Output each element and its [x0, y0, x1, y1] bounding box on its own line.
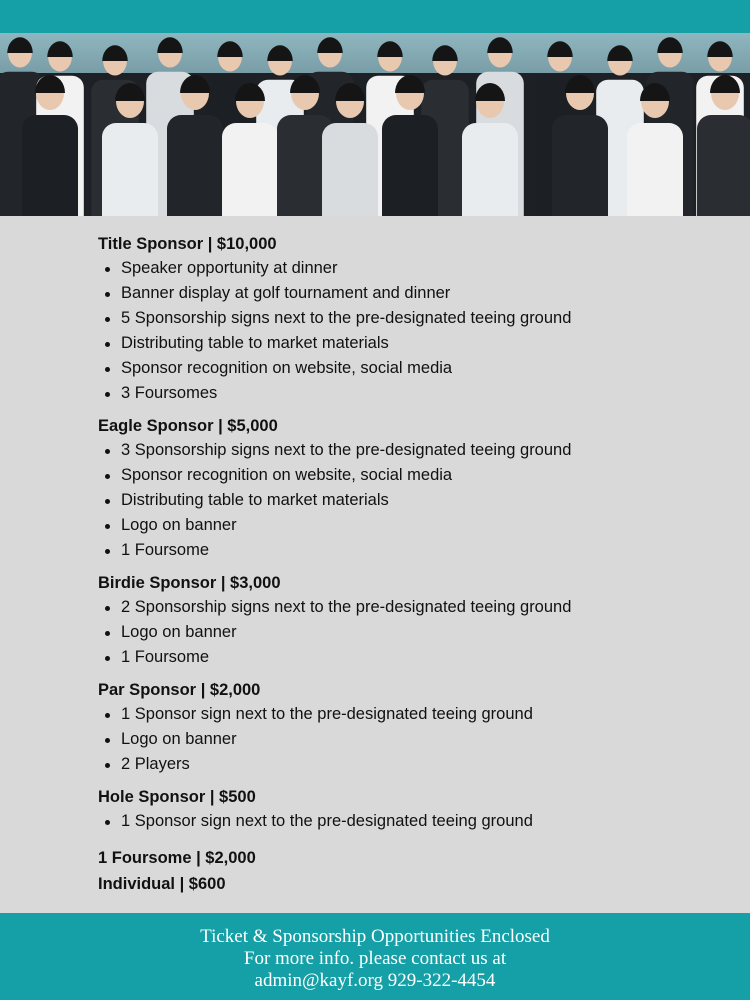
- benefit-item: 1 Sponsor sign next to the pre-designated teeing ground: [98, 702, 718, 727]
- footer-contact-details: admin@kayf.org 929-322-4454: [254, 970, 496, 991]
- benefit-list: [98, 438, 718, 563]
- benefit-item: 5 Sponsorship signs next to the pre-designated teeing ground: [98, 306, 718, 331]
- tier-birdie-sponsor: [98, 572, 718, 670]
- benefit-list: [98, 595, 718, 670]
- person-body: [102, 123, 158, 216]
- tier-title: Birdie Sponsor | $3,000: [98, 574, 281, 592]
- person-hair: [432, 45, 458, 61]
- benefit-item: Logo on banner: [98, 513, 718, 538]
- benefit-item: Distributing table to market materials: [98, 331, 718, 356]
- benefit-list: [98, 702, 718, 777]
- person-hair: [607, 45, 633, 61]
- person-hair: [102, 45, 128, 61]
- group-photo: [0, 33, 750, 216]
- benefit-item: Banner display at golf tournament and dinner: [98, 281, 718, 306]
- benefit-item: 2 Players: [98, 752, 718, 777]
- tier-title: Eagle Sponsor | $5,000: [98, 417, 278, 435]
- person-body: [322, 123, 378, 216]
- person-body: [22, 115, 78, 216]
- person-body: [552, 115, 608, 216]
- person-hair: [7, 37, 33, 53]
- tier-title-sponsor: [98, 233, 718, 406]
- sponsorship-tiers: [98, 233, 718, 904]
- benefit-item: 3 Foursomes: [98, 381, 718, 406]
- benefit-item: Sponsor recognition on website, social media: [98, 356, 718, 381]
- tier-title: Title Sponsor | $10,000: [98, 235, 277, 253]
- person-hair: [47, 41, 73, 57]
- benefit-item: Logo on banner: [98, 620, 718, 645]
- benefit-item: Distributing table to market materials: [98, 488, 718, 513]
- footer-headline: Ticket & Sponsorship Opportunities Enclosed: [200, 926, 550, 947]
- person-hair: [217, 41, 243, 57]
- benefit-item: Logo on banner: [98, 727, 718, 752]
- person-hair: [377, 41, 403, 57]
- tier-title: Hole Sponsor | $500: [98, 788, 256, 806]
- person-hair: [657, 37, 683, 53]
- person-body: [382, 115, 438, 216]
- top-band: [0, 0, 750, 33]
- benefit-item: Speaker opportunity at dinner: [98, 256, 718, 281]
- tier-individual: [98, 873, 718, 895]
- person-hair: [317, 37, 343, 53]
- benefit-item: 3 Sponsorship signs next to the pre-designated teeing ground: [98, 438, 718, 463]
- tier-title: 1 Foursome | $2,000: [98, 849, 256, 867]
- tier-title: Par Sponsor | $2,000: [98, 681, 261, 699]
- benefit-item: 1 Sponsor sign next to the pre-designated teeing ground: [98, 809, 718, 834]
- benefit-list: [98, 809, 718, 834]
- tier-foursome: [98, 847, 718, 869]
- tier-hole-sponsor: [98, 786, 718, 834]
- person-body: [167, 115, 223, 216]
- benefit-list: [98, 256, 718, 406]
- benefit-item: Sponsor recognition on website, social media: [98, 463, 718, 488]
- tier-title: Individual | $600: [98, 875, 226, 893]
- person-body: [222, 123, 278, 216]
- benefit-item: 1 Foursome: [98, 645, 718, 670]
- group-photo-illustration: [0, 33, 750, 216]
- tier-par-sponsor: [98, 679, 718, 777]
- person-body: [462, 123, 518, 216]
- person-hair: [267, 45, 293, 61]
- footer-banner: [0, 913, 750, 1000]
- person-hair: [547, 41, 573, 57]
- benefit-item: 2 Sponsorship signs next to the pre-designated teeing ground: [98, 595, 718, 620]
- person-hair: [487, 37, 513, 53]
- person-hair: [157, 37, 183, 53]
- person-body: [627, 123, 683, 216]
- footer-contact-prompt: For more info. please contact us at: [243, 948, 507, 969]
- benefit-item: 1 Foursome: [98, 538, 718, 563]
- tier-eagle-sponsor: [98, 415, 718, 563]
- person-body: [697, 115, 750, 216]
- person-hair: [707, 41, 733, 57]
